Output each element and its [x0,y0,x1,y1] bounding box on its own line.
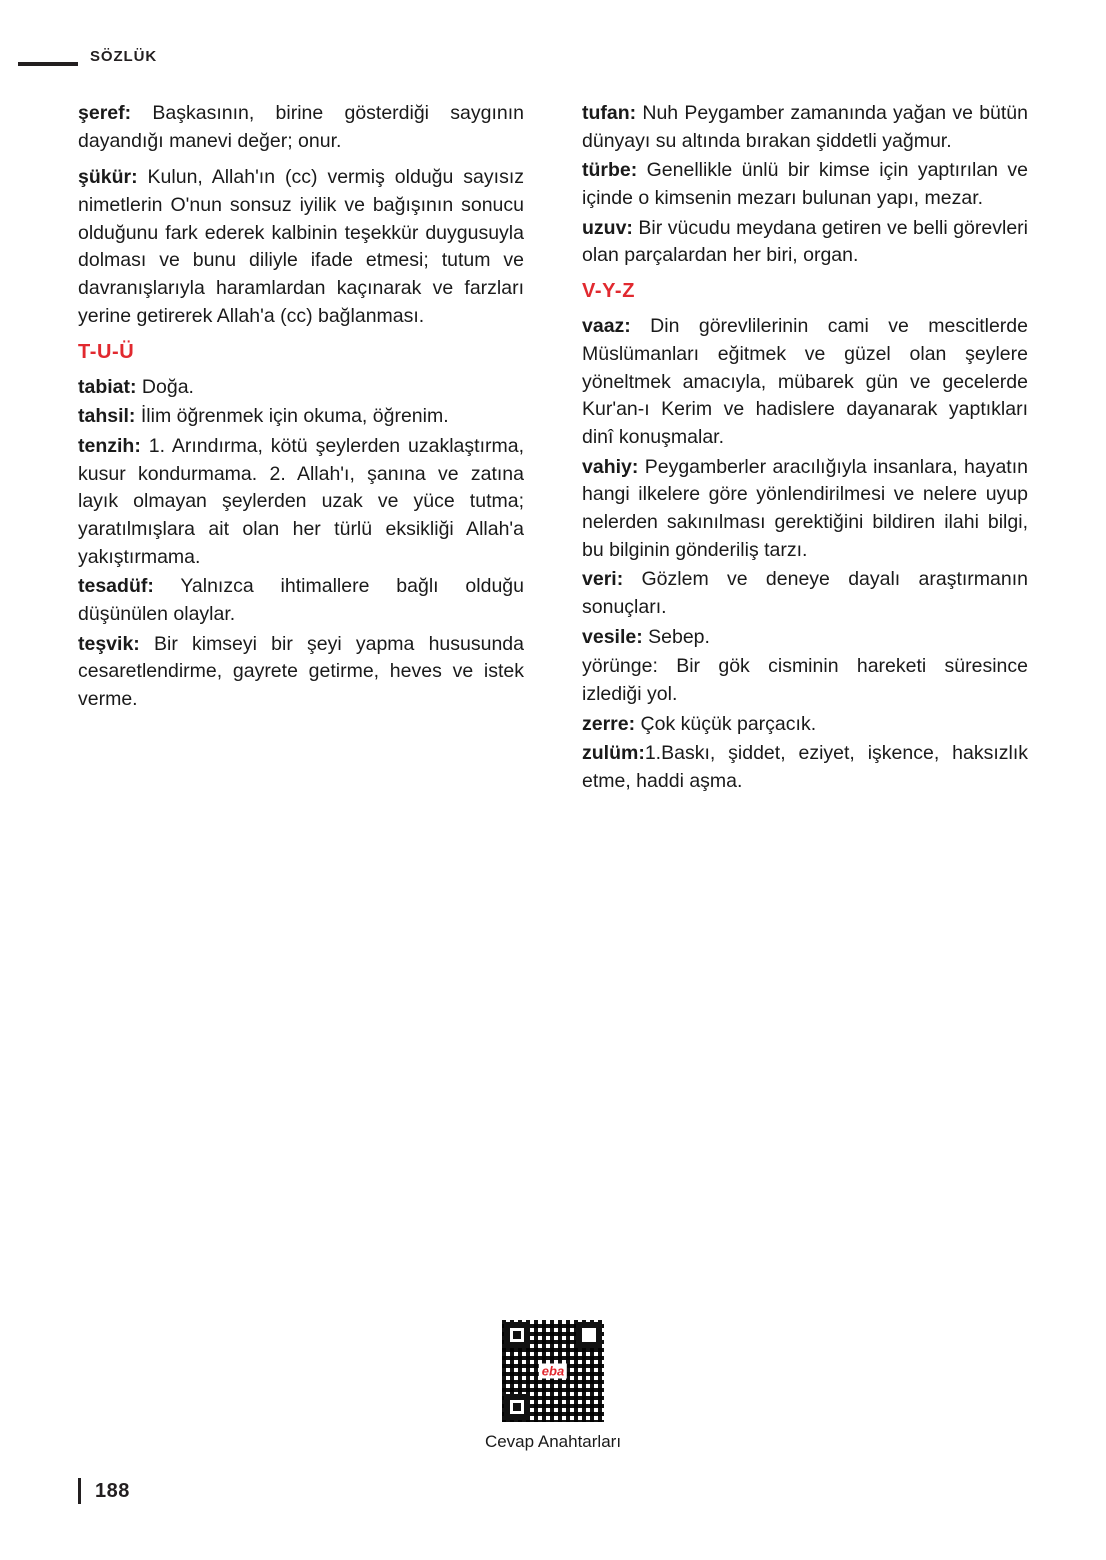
dictionary-entry [582,740,1028,795]
qr-logo-text: eba [539,1364,567,1379]
header-rule [18,62,78,66]
dictionary-entry [78,433,524,571]
entry-term: vaaz: [582,315,631,338]
entry-definition: 1.Baskı, şiddet, eziyet, işkence, haksızlık etme, haddi aşma. [582,742,1028,793]
entry-term: tesadüf: [78,575,154,598]
dictionary-columns [78,100,1028,798]
entry-definition: Genellikle ünlü bir kimse için yaptırılan ve içinde o kimsenin mezarı bulunan yapı, mezar. [582,159,1028,210]
entry-term: veri: [582,568,624,591]
entry-definition: Din görevlilerinin cami ve mescitlerde Müslümanları eğitmek ve güzel olan şeylere yöneltmek amacıyla, mübarek gün ve gecelerde Kur'an-ı Kerim ve hadislere dayanarak yaptıkları dinî konuşmalar. [582,315,1028,448]
page-header [18,38,1088,70]
entry-definition: Nuh Peygamber zamanında yağan ve bütün dünyayı su altında bırakan şiddetli yağmur. [582,102,1028,152]
footer-rule [78,1478,81,1504]
section-letter-heading: T-U-Ü [78,340,135,363]
entry-term: şükür: [78,166,138,189]
dictionary-entry [78,100,524,155]
entry-term: tabiat: [78,375,137,398]
entry-definition: Bir gök cisminin hareketi süresince izlediği yol. [582,655,1028,706]
entry-term: zerre: [582,712,636,735]
page-number: 188 [95,1479,130,1502]
entry-term: yörünge: [582,655,658,678]
entry-term: vesile: [582,625,643,648]
entry-definition: Başkasının, birine gösterdiği saygının dayandığı manevi değer; onur. [78,102,524,152]
dictionary-entry [582,157,1028,212]
entry-definition: Peygamberler aracılığıyla insanlara, hayatın hangi ilkelere göre yönlendirilmesi ve nelere uyup nelerden sakınılması gerektiğini bildiren ilahi bilgi, bu bilginin gönderiliş tarzı. [582,455,1028,561]
qr-eye-dot [585,1331,593,1339]
qr-code-icon[interactable] [502,1320,604,1422]
entry-term: tenzih: [78,434,141,457]
dictionary-entry [582,215,1028,270]
dictionary-entry [78,573,524,628]
page-footer [78,1478,130,1504]
entry-term: şeref: [78,102,132,124]
qr-eye-dot [513,1403,521,1411]
dictionary-entry [582,624,1028,652]
entry-definition: Bir kimseyi bir şeyi yapma hususunda cesaretlendirme, gayrete getirme, heves ve istek verme. [78,632,524,711]
entry-term: teşvik: [78,632,140,655]
entry-definition: Sebep. [642,625,710,648]
entry-definition: Kulun, Allah'ın (cc) vermiş olduğu sayısız nimetlerin O'nun sonsuz iyilik ve bağışının sonucu olduğunu fark ederek kalbinin teşekkür duygusuyla dolması ve bunu diliyle ifade etmesi; tutum ve davranışlarıyla haramlardan kaçınarak ve farzları yerine getirerek Allah'a (cc) bağlanması. [78,166,524,327]
qr-code-block [0,1320,1106,1452]
entry-term: uzuv: [582,216,633,239]
entry-definition: Yalnızca ihtimallere bağlı olduğu düşünülen olaylar. [78,575,524,625]
dictionary-entry [582,653,1028,708]
qr-eye-dot [513,1331,521,1339]
entry-definition: Gözlem ve deneye dayalı araştırmanın sonuçları. [582,568,1028,618]
entry-term: tufan: [582,102,637,124]
dictionary-entry [582,711,1028,739]
dictionary-entry [582,454,1028,565]
dictionary-entry [78,374,524,402]
entry-definition: 1. Arındırma, kötü şeylerden uzaklaştırma, kusur kondurmama. 2. Allah'ı, şanına ve zatına layık olmayan şeylerden uzak ve yüce tutma; yaratılmışlara ait olan her türlü eksikliği Allah'a yakıştırmama. [78,434,524,568]
entry-term: tahsil: [78,405,136,428]
entry-definition: Bir vücudu meydana getiren ve belli görevleri olan parçalardan her biri, organ. [582,216,1028,267]
section-letter-heading: V-Y-Z [582,280,636,303]
entry-term: türbe: [582,159,638,182]
dictionary-entry [582,566,1028,621]
right-column [582,100,1028,798]
entry-definition: İlim öğrenmek için okuma, öğrenim. [135,405,449,428]
qr-caption: Cevap Anahtarları [484,1432,622,1451]
left-column [78,100,524,798]
entry-term: zulüm: [582,742,645,765]
dictionary-entry [78,631,524,714]
dictionary-entry [582,313,1028,451]
entry-definition: Çok küçük parçacık. [635,712,817,735]
header-title: SÖZLÜK [90,48,158,65]
dictionary-entry [582,100,1028,155]
entry-term: vahiy: [582,455,639,478]
dictionary-entry [78,164,524,330]
entry-definition: Doğa. [136,375,194,398]
dictionary-entry [78,403,524,431]
